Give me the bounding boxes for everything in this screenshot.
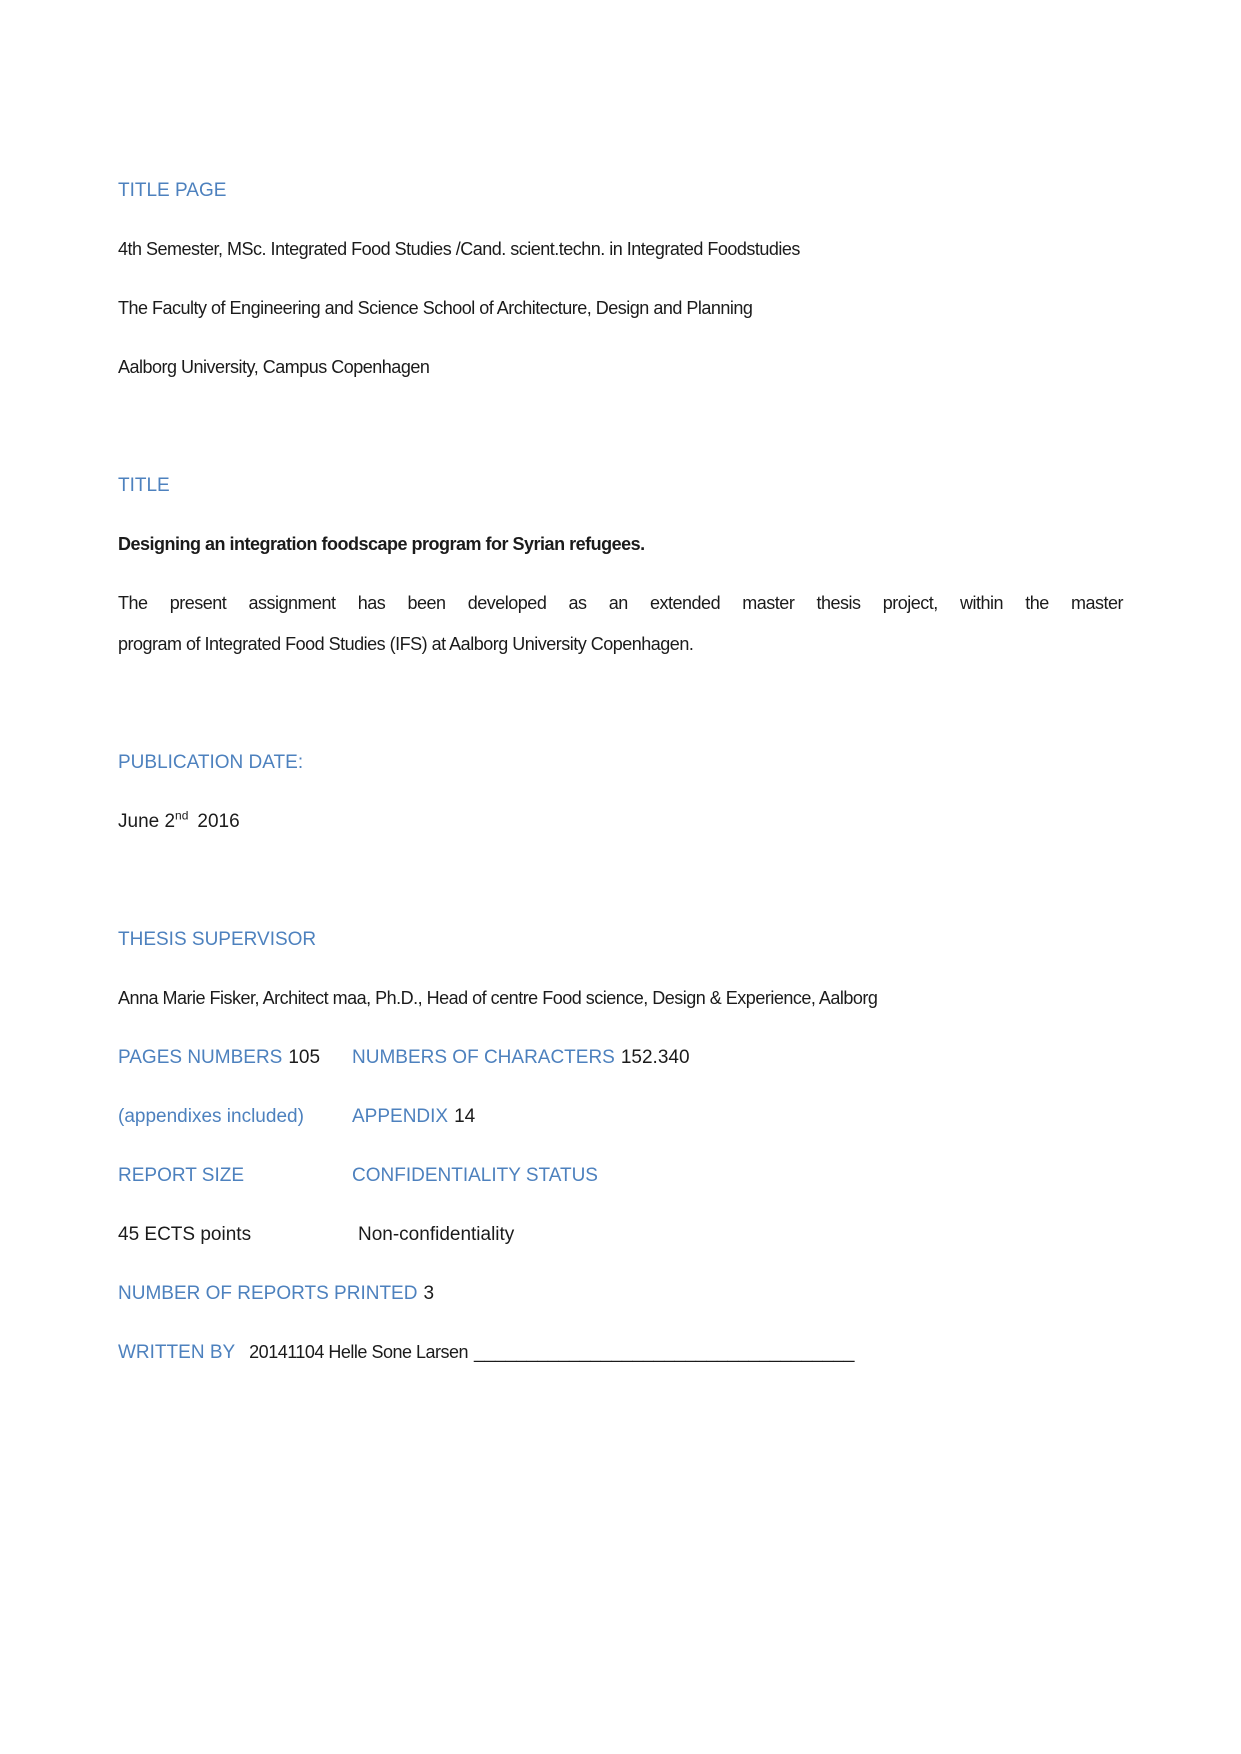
publication-date-day: June 2 <box>118 811 176 832</box>
blank-paragraph <box>118 683 1123 742</box>
written-by-value: 20141104 Helle Sone Larsen <box>249 1342 469 1362</box>
publication-date-year: 2016 <box>197 811 240 832</box>
university-line: Aalborg University, Campus Copenhagen <box>118 357 430 377</box>
signature-line: ____________________________________ <box>474 1342 855 1363</box>
reports-printed-row <box>118 1273 1123 1314</box>
program-line: 4th Semester, MSc. Integrated Food Studies /Cand. scient.techn. in Integrated Foodstudies <box>118 239 800 259</box>
appendix-note: (appendixes included) <box>118 1106 304 1127</box>
written-by-row <box>118 1332 1123 1373</box>
confidentiality-value: Non-confidentiality <box>358 1224 515 1245</box>
thesis-description-line1: The present assignment has been developed as an extended master thesis project, within the master <box>118 593 1123 613</box>
reports-printed-label: NUMBER OF REPORTS PRINTED <box>118 1283 418 1304</box>
pages-numbers-value: 105 <box>288 1047 321 1068</box>
appendix-value: 14 <box>454 1106 476 1127</box>
characters-cell <box>352 1047 690 1068</box>
confidentiality-label: CONFIDENTIALITY STATUS <box>352 1165 598 1186</box>
characters-value: 152.340 <box>620 1047 690 1068</box>
report-size-confidentiality-labels-row <box>118 1155 1123 1196</box>
report-size-label: REPORT SIZE <box>118 1165 244 1186</box>
reports-printed-value: 3 <box>423 1283 435 1304</box>
blank-paragraph <box>118 860 1123 919</box>
appendix-label: APPENDIX <box>352 1106 449 1127</box>
publication-date <box>118 801 1123 842</box>
title-page-heading: TITLE PAGE <box>118 180 227 201</box>
report-size-value: 45 ECTS points <box>118 1224 252 1245</box>
appendix-row <box>118 1096 1123 1137</box>
appendix-cell <box>352 1106 475 1127</box>
pages-characters-row <box>118 1037 1123 1078</box>
report-size-confidentiality-values-row <box>118 1214 1123 1255</box>
thesis-supervisor-heading: THESIS SUPERVISOR <box>118 929 317 950</box>
publication-date-heading: PUBLICATION DATE: <box>118 752 304 773</box>
supervisor-name: Anna Marie Fisker, Architect maa, Ph.D., Head of centre Food science, Design & Experience, Aalborg <box>118 988 878 1008</box>
faculty-line: The Faculty of Engineering and Science School of Architecture, Design and Planning <box>118 298 753 318</box>
characters-label: NUMBERS OF CHARACTERS <box>352 1047 615 1068</box>
thesis-description-line2: program of Integrated Food Studies (IFS) at Aalborg University Copenhagen. <box>118 634 694 654</box>
blank-paragraph <box>118 406 1123 465</box>
thesis-description <box>118 583 1123 665</box>
written-by-label: WRITTEN BY <box>118 1342 236 1363</box>
thesis-title: Designing an integration foodscape program for Syrian refugees. <box>118 534 645 554</box>
pages-numbers-label: PAGES NUMBERS <box>118 1047 283 1068</box>
title-heading: TITLE <box>118 475 170 496</box>
publication-date-ordinal: nd <box>175 808 189 823</box>
pages-numbers-cell <box>118 1037 352 1078</box>
